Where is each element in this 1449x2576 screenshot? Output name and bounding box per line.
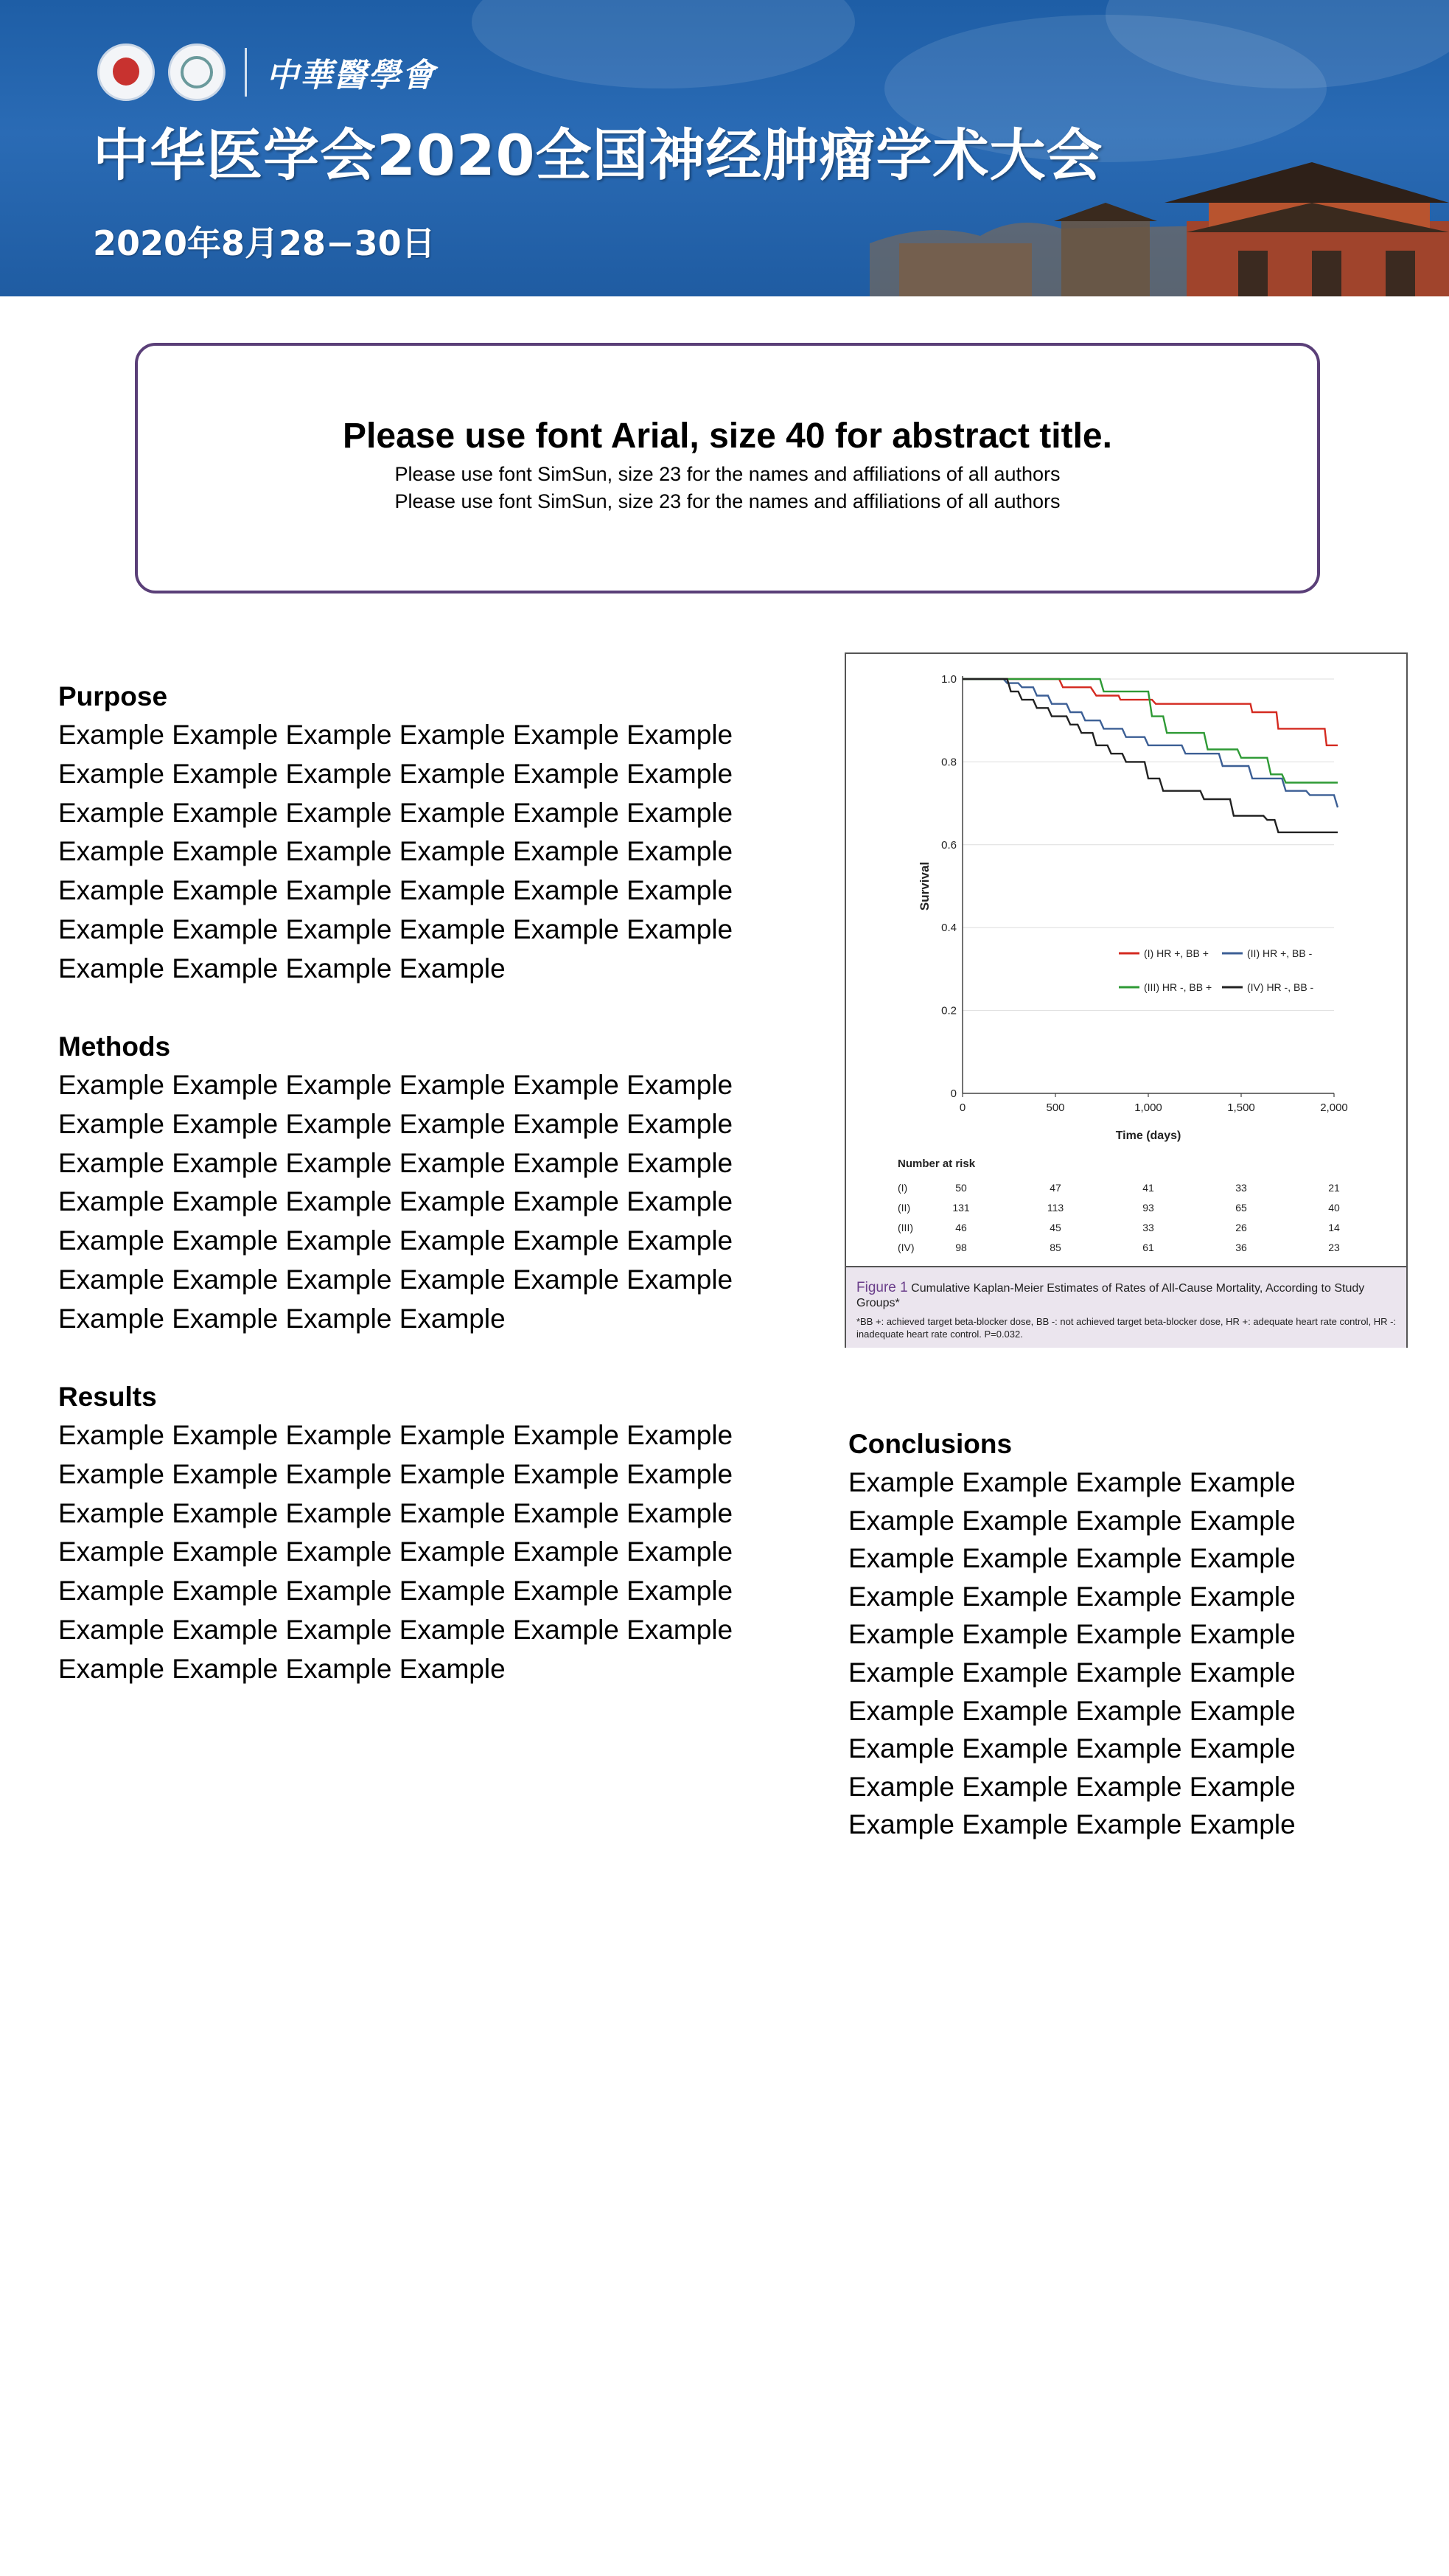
section-body	[58, 1066, 803, 1339]
section-body	[58, 716, 803, 989]
risk-cell: 36	[1235, 1242, 1247, 1253]
abstract-title: Please use font Arial, size 40 for abstract title.	[343, 417, 1112, 456]
risk-cell: 40	[1328, 1202, 1340, 1214]
risk-cell: 61	[1142, 1242, 1154, 1253]
section-body	[848, 1463, 1335, 1844]
risk-cell: 14	[1328, 1222, 1340, 1233]
body-line: Example Example Example Example	[848, 1657, 1296, 1688]
risk-cell: 113	[1047, 1202, 1064, 1214]
conference-title: 中华医学会2020全国神经肿瘤学术大会	[93, 122, 1103, 188]
society-emblem-icon	[168, 43, 226, 101]
x-axis-label: Time (days)	[1115, 1129, 1181, 1142]
section-heading: Results	[58, 1382, 157, 1412]
body-line: Example Example Example Example Example Example	[58, 758, 733, 789]
y-tick-label: 0.4	[941, 922, 957, 935]
legend-label: (II) HR +, BB -	[1247, 947, 1313, 959]
risk-cell: 46	[955, 1222, 967, 1233]
risk-table-title: Number at risk	[898, 1158, 976, 1170]
conference-date: 2020年8月28−30日	[93, 223, 436, 263]
body-line: Example Example Example Example Example Example	[58, 1225, 733, 1256]
legend-label: (I) HR +, BB +	[1144, 947, 1209, 959]
body-line: Example Example Example Example	[848, 1505, 1296, 1536]
y-tick-label: 1.0	[941, 673, 957, 686]
risk-cell: 85	[1050, 1242, 1061, 1253]
legend-label: (IV) HR -, BB -	[1247, 981, 1314, 993]
body-line: Example Example Example Example	[58, 953, 506, 984]
y-tick-label: 0.6	[941, 838, 957, 852]
body-line: Example Example Example Example Example Example	[58, 875, 733, 906]
header-banner	[0, 0, 1449, 296]
survival-figure	[845, 652, 1408, 1348]
section-heading: Purpose	[58, 681, 168, 711]
risk-cell: 23	[1328, 1242, 1340, 1253]
body-line: Example Example Example Example Example Example	[58, 1147, 733, 1178]
body-line: Example Example Example Example Example Example	[58, 1497, 733, 1528]
results-section	[58, 1378, 803, 1689]
risk-cell: 131	[952, 1202, 970, 1214]
legend-label: (III) HR -, BB +	[1144, 981, 1212, 993]
body-line: Example Example Example Example Example Example	[58, 1108, 733, 1139]
body-line: Example Example Example Example	[848, 1695, 1296, 1726]
x-tick-label: 1,500	[1227, 1101, 1255, 1114]
risk-cell: 41	[1142, 1182, 1154, 1194]
x-tick-label: 2,000	[1320, 1101, 1348, 1114]
x-tick-label: 1,000	[1134, 1101, 1162, 1114]
risk-cell: 45	[1050, 1222, 1061, 1233]
purpose-section	[58, 678, 803, 989]
body-line: Example Example Example Example Example Example	[58, 1420, 733, 1450]
methods-section	[58, 1028, 803, 1339]
section-heading: Conclusions	[848, 1429, 1013, 1459]
body-line: Example Example Example Example	[58, 1303, 506, 1334]
body-line: Example Example Example Example Example Example	[58, 836, 733, 867]
logo-calligraphy: 中華醫學會	[266, 57, 436, 94]
kaplan-meier-chart	[846, 654, 1406, 1266]
body-line: Example Example Example Example Example Example	[58, 1264, 733, 1295]
caption-label: Figure 1	[856, 1280, 908, 1295]
pagoda-skyline-icon	[870, 133, 1449, 296]
risk-cell: 26	[1235, 1222, 1247, 1233]
body-line: Example Example Example Example Example Example	[58, 720, 733, 750]
association-emblem-icon	[97, 43, 155, 101]
y-tick-label: 0.2	[941, 1004, 957, 1017]
body-line: Example Example Example Example	[848, 1733, 1296, 1764]
risk-cell: 65	[1235, 1202, 1247, 1214]
body-line: Example Example Example Example Example Example	[58, 797, 733, 828]
body-line: Example Example Example Example Example Example	[58, 1536, 733, 1567]
body-line: Example Example Example Example Example Example	[58, 1070, 733, 1100]
y-tick-label: 0	[950, 1087, 957, 1100]
x-tick-label: 0	[959, 1101, 966, 1114]
figure-caption	[846, 1266, 1406, 1348]
risk-cell: 21	[1328, 1182, 1340, 1194]
body-line: Example Example Example Example Example Example	[58, 1576, 733, 1606]
body-line: Example Example Example Example Example Example	[58, 1186, 733, 1217]
section-body	[58, 1416, 803, 1689]
survival-curve-1	[963, 679, 1338, 745]
risk-cell: 47	[1050, 1182, 1061, 1194]
body-line: Example Example Example Example Example Example	[58, 913, 733, 944]
body-line: Example Example Example Example	[848, 1543, 1296, 1574]
risk-cell: 33	[1142, 1222, 1154, 1233]
logo-divider	[245, 48, 247, 97]
affiliations-line: Please use font SimSun, size 23 for the names and affiliations of all authors	[394, 490, 1061, 512]
risk-cell: 98	[955, 1242, 967, 1253]
body-line: Example Example Example Example	[848, 1809, 1296, 1840]
body-line: Example Example Example Example Example Example	[58, 1458, 733, 1489]
caption-note: *BB +: achieved target beta-blocker dose, BB -: not achieved target beta-blocker dose, HR +: adequate heart rate control, HR -: inadequate heart rate control. P=0.032.	[856, 1316, 1397, 1340]
risk-row-label: (IV)	[898, 1242, 915, 1253]
risk-cell: 33	[1235, 1182, 1247, 1194]
risk-row-label: (II)	[898, 1202, 911, 1214]
risk-cell: 50	[955, 1182, 967, 1194]
risk-row-label: (I)	[898, 1182, 908, 1194]
caption-main	[856, 1281, 1397, 1311]
y-tick-label: 0.8	[941, 756, 957, 769]
risk-row-label: (III)	[898, 1222, 913, 1233]
logo-group	[97, 43, 436, 102]
caption-text: Cumulative Kaplan-Meier Estimates of Rates of All-Cause Mortality, According to Study Groups*	[856, 1282, 1365, 1309]
body-line: Example Example Example Example	[848, 1771, 1296, 1802]
body-line: Example Example Example Example	[58, 1653, 506, 1684]
risk-cell: 93	[1142, 1202, 1154, 1214]
conclusions-section	[848, 1425, 1335, 1844]
y-axis-label: Survival	[918, 861, 932, 911]
authors-line: Please use font SimSun, size 23 for the names and affiliations of all authors	[394, 463, 1061, 485]
section-heading: Methods	[58, 1031, 171, 1062]
body-line: Example Example Example Example	[848, 1467, 1296, 1497]
abstract-title-box	[135, 343, 1320, 593]
body-line: Example Example Example Example	[848, 1581, 1296, 1612]
body-line: Example Example Example Example	[848, 1619, 1296, 1650]
body-line: Example Example Example Example Example Example	[58, 1614, 733, 1645]
x-tick-label: 500	[1046, 1101, 1065, 1114]
